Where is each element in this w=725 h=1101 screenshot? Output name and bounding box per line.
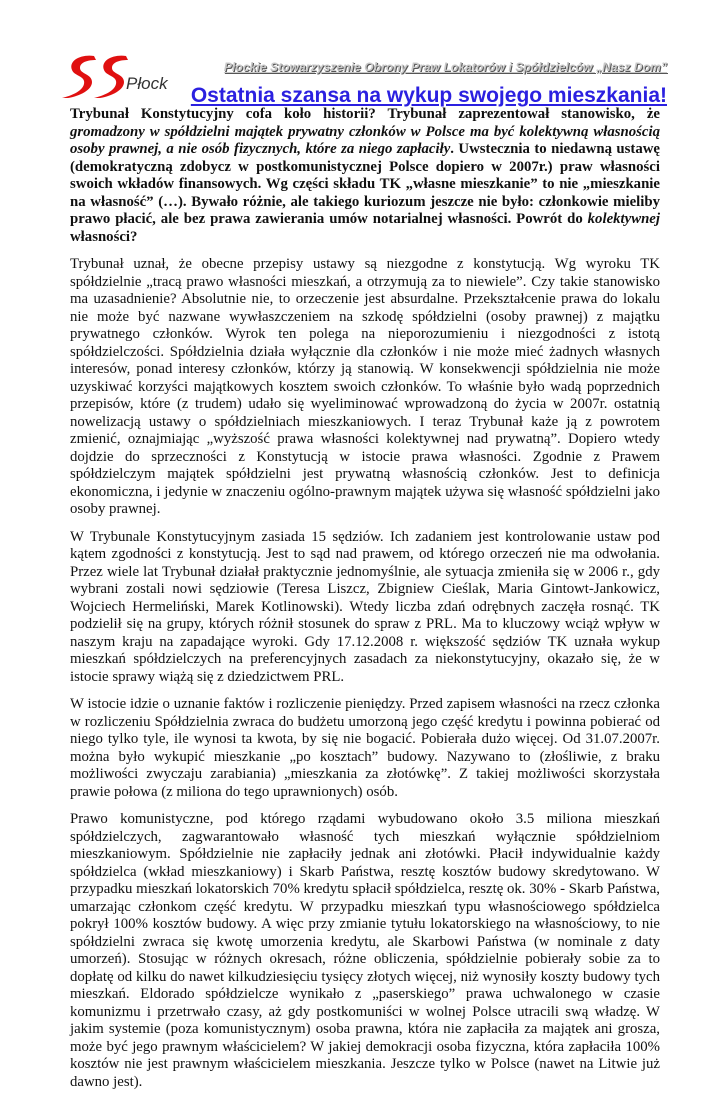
logo bbox=[60, 52, 178, 102]
lead-paragraph bbox=[70, 106, 660, 246]
logo-text: Płock bbox=[126, 74, 168, 93]
lead-text-1: Trybunał Konstytucyjny cofa koło historii? Trybunał zaprezentował stanowisko, że bbox=[70, 106, 660, 122]
lead-text-4: kolektywnej bbox=[587, 211, 660, 227]
paragraph: Trybunał uznał, że obecne przepisy ustawy są niezgodne z konstytucją. Wg wyroku TK spółdzielnie „tracą prawo własności mieszkań, a otrzymują za to niewiele”. Czy takie stanowisko ma uzasadnienie? Absolutnie nie, to orzeczenie jest absurdalne. Przekształcenie prawa do lokalu nie może być nazwane wywłaszczeniem na szkodę spółdzielni (osoby prawnej) z majątku prywatnego członków. Wyrok ten polega na nieporozumieniu i niezgodności z istotą spółdzielczości. Spółdzielnia działa wyłącznie dla członków i nie może mieć żadnych własnych interesów, ponad interesy członków, którzy ją stanowią. W konsekwencji spółdzielnia nie może uzyskiwać korzyści majątkowych kosztem swoich członków. To właśnie było wadą poprzednich przepisów, które (z trudem) udało się wyeliminować wprowadzoną do życia w 2007r. ostatnią nowelizacją ustawy o spółdzielniach mieszkaniowych. I teraz Trybunał każe ją z powrotem zmienić, oznajmiając „wyższość prawa własności kolektywnej nad prywatną”. Dopiero wtedy dojdzie do sprzeczności z Konstytucją w istocie prawa własności. Zgodnie z Prawem spółdzielczym majątek spółdzielni jest prywatną własnością członków. Jest to definicja ekonomiczna, i jedynie w znaczeniu ogólno-prawnym majątek używa się własność spółdzielni jako osoby prawnej. bbox=[70, 256, 660, 517]
lead-text-5: własności? bbox=[70, 228, 138, 245]
lead-text-2: gromadzony w spółdzielni majątek prywatny członków w Polsce ma być kolektywną własnością osoby prawnej, a nie osób fizycznych, które za niego zapłaciły bbox=[70, 123, 660, 157]
page-title: Ostatnia szansa na wykup swojego mieszkania! bbox=[190, 84, 667, 107]
paragraph: W Trybunale Konstytucyjnym zasiada 15 sędziów. Ich zadaniem jest kontrolowanie ustaw pod kątem zgodności z konstytucją. Jest to sąd nad prawem, od którego orzeczeń nie ma odwołania. Przez wiele lat Trybunał działał praktycznie jednomyślnie, ale sytuacja zmieniła się w 2006 r., gdy wybrani zostali nowi sędziowie (Teresa Liszcz, Zbigniew Cieślak, Maria Gintowt-Jankowicz, Wojciech Hermeliński, Marek Kotlinowski). Wtedy liczba zdań odrębnych zaczęła rosnąć. TK podzielił się na grupy, których różnił stosunek do spraw z PRL. Ma to kluczowy wciąż wpływ w naszym kraju na zapadające wyroki. Gdy 17.12.2008 r. większość sędziów TK uznała wykup mieszkań spółdzielczych na preferencyjnych zasadach za niekonstytucyjny, okazało się, że w istocie sprawy wiążą się z dziedzictwem PRL. bbox=[70, 528, 660, 685]
article-body bbox=[70, 106, 660, 1101]
paragraph: W istocie idzie o uznanie faktów i rozliczenie pieniędzy. Przed zapisem własności na rzecz członka w rozliczeniu Spółdzielnia zwraca do budżetu umorzoną jego część kredytu i powinna pobierać od niego tylko tyle, ile wynosi ta kwota, by się nie bogacić. Pobierała dużo więcej. Od 31.07.2007r. można było wykupić mieszkanie „po kosztach” budowy. Nazywano to (złośliwie, z braku możliwości zwyczaju zarabiania) „mieszkania za złotówkę”. Z takiej możliwości skorzystała prawie połowa (z miliona do tego uprawnionych) osób. bbox=[70, 696, 660, 800]
lead-text-3: . Uwstecznia to niedawną ustawę (demokratyczną zdobycz w postkomunistycznej Polsce dopiero w 2007r.) praw własności swoich wkładów finansowych. Wg części składu TK „własne mieszkanie” to nie „mieszkanie na własność” (…). Bywało różnie, ale takiego kuriozum jeszcze nie było: członkowie mieliby prawo płacić, ale bez prawa zawierania umów notarialnej własności. Powrót do bbox=[70, 141, 660, 227]
paragraph: Prawo komunistyczne, pod którego rządami wybudowano około 3.5 miliona mieszkań spółdzielczych, zagwarantowało własność tych mieszkań wyłącznie spółdzielniom mieszkaniowym. Spółdzielnie nie zapłaciły jednak ani złotówki. Płacił indywidualnie każdy spółdzielca (wkład mieszkaniowy) i Skarb Państwa, resztę kosztów budowy skredytowano. W przypadku mieszkań lokatorskich 70% kredytu spłacił spółdzielca, resztę ok. 30% - Skarb Państwa, umarzając członkom część kredytu. W przypadku mieszkań typu własnościowego spółdzielca pokrył 100% kosztów budowy. A więc przy zmianie tytułu lokatorskiego na własnościowy, to nie spółdzielni zwraca się kwotę umorzenia kredytu, ale Skarbowi Państwa (w nominale z daty umorzeń). Stosując w różnych okresach, różne obliczenia, spółdzielnie pobierały sobie za to dopłatę od kilku do nawet kilkudziesięciu tysięcy złotych więcej, niż wynosiły koszty budowy tych mieszkań. Eldorado spółdzielcze wynikało z „paserskiego” prawa uchwalonego w czasie komunizmu i przetrwało czasy, aż gdy postkomuniści w wolnej Polsce utracili swą władzę. W jakim systemie (poza komunistycznym) osoba prawna, która nie zapłaciła za majątek ani grosza, może być jego prawnym właścicielem? W jakiej demokracji osoba fizyczna, która zapłaciła 100% kosztów nie jest prawnym właścicielem mieszkania. Jeszcze tylko w Polsce (nawet na Litwie już dawno jest). bbox=[70, 811, 660, 1090]
organization-name: Płockie Stowarzyszenie Obrony Praw Lokatorów i Spółdzielców „Nasz Dom” bbox=[223, 60, 667, 74]
